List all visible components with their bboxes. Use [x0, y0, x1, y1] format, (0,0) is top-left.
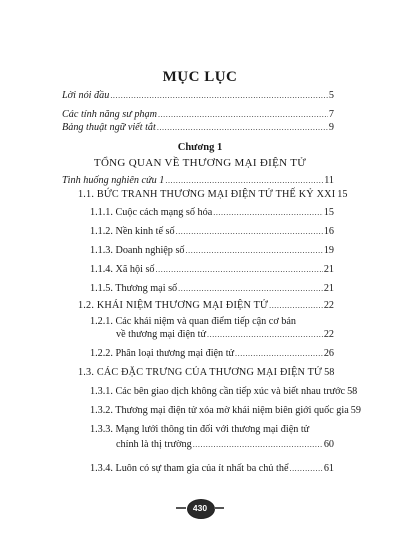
toc-entry-page: 7: [328, 109, 334, 120]
toc-entry-page: 21: [323, 283, 334, 294]
toc-entry-label: chính là thị trường: [116, 439, 192, 450]
toc-entry-label: 1.3.1. Các bên giao dịch không cần tiếp xúc và biết nhau trước: [90, 386, 346, 397]
toc-entry-preface[interactable]: [62, 90, 334, 102]
toc-entry-1-2-1-line1: 1.2.1. Các khái niệm và quan điểm tiếp cận cơ bản: [90, 316, 296, 327]
toc-entry-page: 59: [350, 405, 361, 416]
dot-leader: [157, 122, 328, 134]
toc-entry-1-1-5[interactable]: [90, 283, 334, 295]
toc-entry-label: 1.3. CÁC ĐẶC TRƯNG CỦA THƯƠNG MẠI ĐIỆN TỬ: [78, 367, 323, 378]
dot-leader: [156, 264, 323, 276]
toc-entry-1-3-3-line1: 1.3.3. Mạng lưới thông tin đối với thương mại điện tử: [90, 424, 310, 435]
dot-leader: [269, 300, 323, 312]
dot-leader: [165, 175, 323, 187]
toc-entry-1-2-1[interactable]: [116, 329, 334, 341]
dot-leader: [178, 283, 323, 295]
toc-entry-1-1-3[interactable]: [90, 245, 334, 257]
toc-entry-label: 1.1.2. Nền kinh tế số: [90, 226, 175, 237]
toc-entry-page: 9: [328, 122, 334, 133]
toc-entry-1-2-2[interactable]: [90, 348, 334, 360]
toc-entry-label: 1.1.4. Xã hội số: [90, 264, 155, 275]
dot-leader: [176, 226, 323, 238]
toc-entry-1-1-4[interactable]: [90, 264, 334, 276]
toc-entry-label: Các tính năng sư phạm: [62, 109, 157, 120]
toc-entry-page: 61: [323, 463, 334, 474]
toc-entry-label: 1.1.5. Thương mại số: [90, 283, 178, 294]
toc-entry-label: 1.3.2. Thương mại điện tử xóa mờ khái niệm biên giới quốc gia: [90, 405, 349, 416]
dot-leader: [158, 109, 328, 121]
toc-entry-section-1-3[interactable]: [78, 367, 334, 379]
toc-entry-page: 26: [323, 348, 334, 359]
toc-entry-label: 1.1.3. Doanh nghiệp số: [90, 245, 185, 256]
toc-entry-page: 19: [323, 245, 334, 256]
toc-entry-page: 22: [323, 300, 334, 311]
toc-entry-label: Tình huống nghiên cứu 1: [62, 175, 165, 186]
toc-entry-section-1-1[interactable]: [78, 189, 348, 201]
toc-entry-page: 15: [323, 207, 334, 218]
dot-leader: [110, 90, 328, 102]
toc-entry-features[interactable]: [62, 109, 334, 121]
toc-title: MỤC LỤC: [162, 69, 238, 85]
toc-entry-label: 1.2.2. Phân loại thương mại điện tử: [90, 348, 235, 359]
toc-entry-page: 15: [337, 189, 348, 200]
toc-entry-label: Bảng thuật ngữ viết tắt: [62, 122, 156, 133]
chapter-label: Chương 1: [177, 142, 223, 153]
toc-entry-label: Lời nói đầu: [62, 90, 110, 101]
toc-entry-label: 1.3.4. Luôn có sự tham gia của ít nhất ba chủ thể: [90, 463, 289, 474]
toc-entry-page: 5: [328, 90, 334, 101]
toc-entry-1-3-4[interactable]: [90, 463, 334, 475]
toc-entry-label: 1.1.1. Cuộc cách mạng số hóa: [90, 207, 213, 218]
dot-leader: [213, 207, 323, 219]
page-number-badge: [180, 499, 220, 517]
chapter-title: TỔNG QUAN VỀ THƯƠNG MẠI ĐIỆN TỬ: [93, 157, 307, 169]
toc-entry-label: 1.1. BỨC TRANH THƯƠNG MẠI ĐIỆN TỬ THẾ KỶ XXI: [78, 189, 336, 200]
toc-entry-section-1-2[interactable]: [78, 300, 334, 312]
toc-entry-1-3-1[interactable]: [90, 386, 358, 398]
toc-entry-label: về thương mại điện tử: [116, 329, 206, 340]
toc-entry-1-1-1[interactable]: [90, 207, 334, 219]
page-number: 430: [192, 503, 208, 513]
toc-entry-page: 21: [323, 264, 334, 275]
toc-entry-abbreviations[interactable]: [62, 122, 334, 134]
toc-entry-page: 22: [323, 329, 334, 340]
toc-entry-case-study[interactable]: [62, 175, 334, 187]
toc-entry-page: 16: [323, 226, 334, 237]
toc-entry-page: 60: [323, 439, 334, 450]
dot-leader: [193, 439, 323, 451]
ornament-right-icon: [214, 507, 224, 509]
dot-leader: [289, 463, 322, 475]
ornament-left-icon: [176, 507, 186, 509]
toc-entry-label: 1.2. KHÁI NIỆM THƯƠNG MẠI ĐIỆN TỬ: [78, 300, 269, 311]
toc-entry-page: 58: [347, 386, 358, 397]
toc-entry-page: 11: [324, 175, 334, 186]
toc-entry-1-3-3[interactable]: [116, 439, 334, 451]
dot-leader: [186, 245, 323, 257]
dot-leader: [207, 329, 323, 341]
toc-entry-page: 58: [324, 367, 335, 378]
toc-entry-1-3-2[interactable]: [90, 405, 361, 417]
dot-leader: [235, 348, 323, 360]
toc-entry-1-1-2[interactable]: [90, 226, 334, 238]
